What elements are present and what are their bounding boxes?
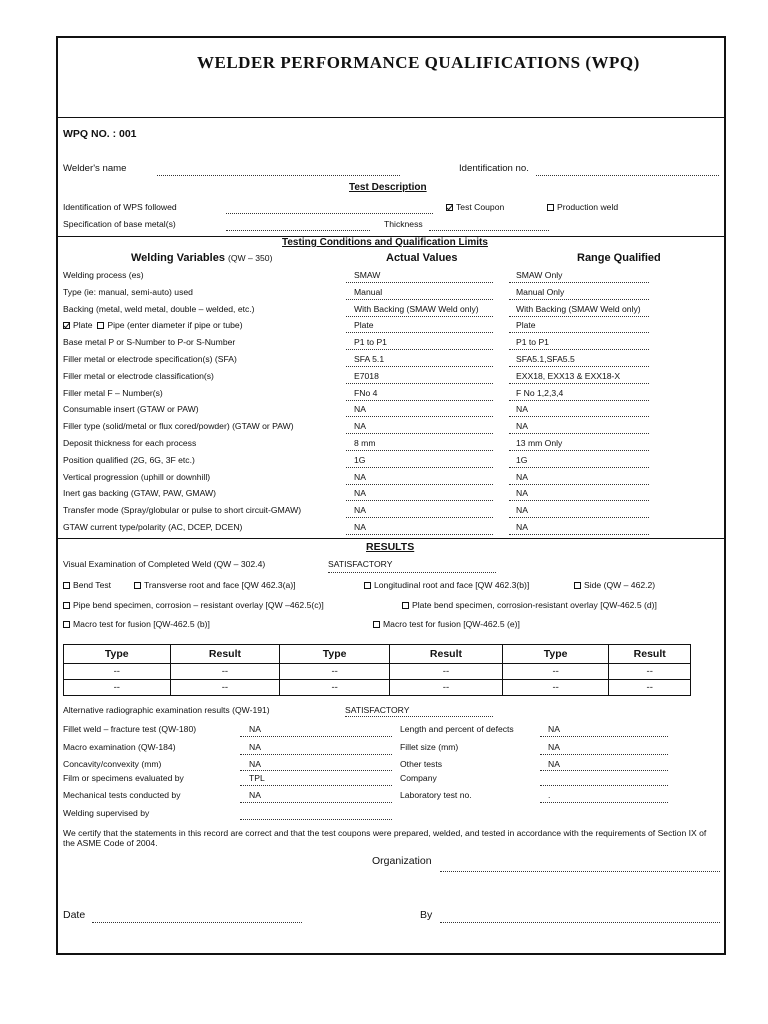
actual-line <box>346 467 493 468</box>
th-result: Result <box>170 645 280 664</box>
condition-label: Vertical progression (uphill or downhill) <box>63 472 211 482</box>
range-line <box>509 534 649 535</box>
production-weld-option[interactable]: Production weld <box>547 202 618 212</box>
table-cell: -- <box>390 664 503 680</box>
range-line <box>509 316 649 317</box>
actual-line <box>346 534 493 535</box>
pipe-bend-option[interactable]: Pipe bend specimen, corrosion – resistant overlay [QW –462.5(c)] <box>63 600 324 610</box>
col-variables: Welding Variables (QW – 350) <box>131 252 273 264</box>
actual-line <box>346 433 493 434</box>
film-value: TPL <box>249 773 265 783</box>
wps-label: Identification of WPS followed <box>63 202 177 212</box>
condition-label: Filler type (solid/metal or flux cored/powder) (GTAW or PAW) <box>63 421 294 431</box>
range-line <box>509 349 649 350</box>
table-cell: -- <box>390 680 503 696</box>
range-value: EXX18, EXX13 & EXX18-X <box>516 371 621 381</box>
actual-value: E7018 <box>354 371 379 381</box>
thickness-label: Thickness <box>384 219 423 229</box>
test-coupon-checkbox[interactable] <box>446 204 453 211</box>
wps-field[interactable] <box>226 213 433 214</box>
th-result: Result <box>390 645 503 664</box>
actual-line <box>346 416 493 417</box>
actual-line <box>346 500 493 501</box>
company-line[interactable] <box>540 785 668 786</box>
range-line <box>509 299 649 300</box>
range-line <box>509 433 649 434</box>
macro-e-option[interactable]: Macro test for fusion [QW-462.5 (e)] <box>373 619 520 629</box>
concavity-value: NA <box>249 759 261 769</box>
range-line <box>509 467 649 468</box>
fillet-weld-label: Fillet weld – fracture test (QW-180) <box>63 724 197 734</box>
visual-label: Visual Examination of Completed Weld (QW – 302.4) <box>63 559 266 569</box>
supervised-line[interactable] <box>240 819 392 820</box>
actual-line <box>346 517 493 518</box>
actual-line <box>346 383 493 384</box>
table-cell: -- <box>280 680 390 696</box>
radiographic-line <box>345 716 493 717</box>
actual-line <box>346 349 493 350</box>
actual-value: SFA 5.1 <box>354 354 385 364</box>
certification-text: We certify that the statements in this record are correct and that the test coupons were prepared, welded, and tested in accordance with the requirements of Section IX of the ASME Code of 2004. <box>63 828 707 848</box>
date-field[interactable] <box>92 922 302 923</box>
identification-label: Identification no. <box>459 163 529 174</box>
bend-test-option[interactable]: Bend Test <box>63 580 111 590</box>
condition-label: Filler metal F – Number(s) <box>63 388 163 398</box>
table-row <box>64 664 691 680</box>
actual-value: With Backing (SMAW Weld only) <box>354 304 479 314</box>
range-value: NA <box>516 404 528 414</box>
macro-exam-line <box>240 754 392 755</box>
range-value: NA <box>516 472 528 482</box>
plate-bend-option[interactable]: Plate bend specimen, corrosion-resistant overlay [QW-462.5 (d)] <box>402 600 657 610</box>
col-actual: Actual Values <box>386 252 458 264</box>
range-value: Plate <box>516 320 536 330</box>
range-line <box>509 400 649 401</box>
condition-label: Inert gas backing (GTAW, PAW, GMAW) <box>63 488 216 498</box>
table-cell: -- <box>609 680 691 696</box>
length-label: Length and percent of defects <box>400 724 514 734</box>
date-label: Date <box>63 909 86 921</box>
mech-value: NA <box>249 790 261 800</box>
other-tests-line <box>540 770 668 771</box>
th-type: Type <box>64 645 171 664</box>
col-range: Range Qualified <box>577 252 661 264</box>
range-line <box>509 332 649 333</box>
plate-label: Plate <box>73 320 93 330</box>
longitudinal-option[interactable]: Longitudinal root and face [QW 462.3(b)] <box>364 580 529 590</box>
results-table <box>63 644 691 696</box>
macro-b-option[interactable]: Macro test for fusion [QW-462.5 (b)] <box>63 619 210 629</box>
lab-line <box>540 802 668 803</box>
base-metal-field[interactable] <box>226 230 370 231</box>
actual-line <box>346 400 493 401</box>
actual-value: Plate <box>354 320 374 330</box>
actual-value: Manual <box>354 287 383 297</box>
table-cell: -- <box>64 680 171 696</box>
range-value: F No 1,2,3,4 <box>516 388 564 398</box>
organization-label: Organization <box>372 855 432 867</box>
plate-bend-checkbox[interactable] <box>402 602 409 609</box>
lab-label: Laboratory test no. <box>400 790 472 800</box>
range-value: 1G <box>516 455 528 465</box>
visual-line <box>328 572 496 573</box>
radiographic-label: Alternative radiographic examination results (QW-191) <box>63 705 270 715</box>
fillet-size-value: NA <box>548 742 560 752</box>
bend-test-checkbox[interactable] <box>63 582 70 589</box>
range-value: NA <box>516 421 528 431</box>
range-line <box>509 484 649 485</box>
concavity-line <box>240 770 392 771</box>
mech-line <box>240 802 392 803</box>
pipe-label: Pipe (enter diameter if pipe or tube) <box>107 320 243 330</box>
range-line <box>509 450 649 451</box>
range-value: NA <box>516 522 528 532</box>
range-line <box>509 366 649 367</box>
actual-value: NA <box>354 505 366 515</box>
range-line <box>509 500 649 501</box>
lab-value: . <box>548 790 551 800</box>
range-value: SMAW Only <box>516 270 563 280</box>
condition-label: Consumable insert (GTAW or PAW) <box>63 404 199 414</box>
range-value: With Backing (SMAW Weld only) <box>516 304 641 314</box>
results-heading: RESULTS <box>366 541 415 553</box>
production-weld-checkbox[interactable] <box>547 204 554 211</box>
table-cell: -- <box>280 664 390 680</box>
actual-line <box>346 366 493 367</box>
range-value: 13 mm Only <box>516 438 563 448</box>
table-cell: -- <box>64 664 171 680</box>
length-value: NA <box>548 724 560 734</box>
longitudinal-checkbox[interactable] <box>364 582 371 589</box>
actual-value: NA <box>354 404 366 414</box>
condition-label: Filler metal or electrode classification(s) <box>63 371 214 381</box>
range-value: NA <box>516 505 528 515</box>
other-tests-label: Other tests <box>400 759 443 769</box>
condition-label: Welding process (es) <box>63 270 144 280</box>
transverse-option[interactable]: Transverse root and face [QW 462.3(a)] <box>134 580 296 590</box>
condition-label: Deposit thickness for each process <box>63 438 197 448</box>
table-cell: -- <box>502 680 609 696</box>
results-table-header <box>64 645 691 664</box>
actual-value: NA <box>354 472 366 482</box>
actual-value: SMAW <box>354 270 381 280</box>
condition-label: Base metal P or S-Number to P-or S-Number <box>63 337 236 347</box>
condition-label: Filler metal or electrode specification(s) (SFA) <box>63 354 237 364</box>
identification-field[interactable] <box>536 175 719 176</box>
range-line <box>509 416 649 417</box>
test-coupon-option[interactable]: Test Coupon <box>446 202 504 212</box>
concavity-label: Concavity/convexity (mm) <box>63 759 162 769</box>
thickness-field[interactable] <box>429 230 549 231</box>
side-option[interactable]: Side (QW – 462.2) <box>574 580 655 590</box>
organization-field[interactable] <box>440 871 720 872</box>
divider <box>56 117 726 118</box>
welder-name-field[interactable] <box>157 175 400 176</box>
table-cell: -- <box>170 680 280 696</box>
base-metal-label: Specification of base metal(s) <box>63 219 176 229</box>
transverse-checkbox[interactable] <box>134 582 141 589</box>
wpq-number: WPQ NO. : 001 <box>63 128 137 140</box>
plate-checkbox[interactable] <box>63 322 70 329</box>
company-label: Company <box>400 773 437 783</box>
th-type: Type <box>280 645 390 664</box>
th-result: Result <box>609 645 691 664</box>
actual-value: P1 to P1 <box>354 337 387 347</box>
pipe-bend-checkbox[interactable] <box>63 602 70 609</box>
by-label: By <box>420 909 433 921</box>
macro-exam-label: Macro examination (QW-184) <box>63 742 176 752</box>
actual-line <box>346 332 493 333</box>
table-cell: -- <box>170 664 280 680</box>
actual-value: NA <box>354 522 366 532</box>
actual-value: NA <box>354 488 366 498</box>
supervised-label: Welding supervised by <box>63 808 150 818</box>
test-description-heading: Test Description <box>349 182 427 193</box>
actual-line <box>346 316 493 317</box>
macro-exam-value: NA <box>249 742 261 752</box>
range-line <box>509 517 649 518</box>
form-title: WELDER PERFORMANCE QUALIFICATIONS (WPQ) <box>197 53 640 72</box>
mech-label: Mechanical tests conducted by <box>63 790 181 800</box>
range-line <box>509 282 649 283</box>
other-tests-value: NA <box>548 759 560 769</box>
th-type: Type <box>502 645 609 664</box>
radiographic-value: SATISFACTORY <box>345 705 410 715</box>
condition-label: Transfer mode (Spray/globular or pulse to short circuit-GMAW) <box>63 505 302 515</box>
table-cell: -- <box>609 664 691 680</box>
actual-line <box>346 282 493 283</box>
actual-line <box>346 484 493 485</box>
actual-line <box>346 450 493 451</box>
table-cell: -- <box>502 664 609 680</box>
condition-label: Position qualified (2G, 6G, 3F etc.) <box>63 455 195 465</box>
film-line <box>240 785 392 786</box>
range-line <box>509 383 649 384</box>
condition-label: Backing (metal, weld metal, double – welded, etc.) <box>63 304 255 314</box>
macro-e-checkbox[interactable] <box>373 621 380 628</box>
side-checkbox[interactable] <box>574 582 581 589</box>
range-value: P1 to P1 <box>516 337 549 347</box>
welder-name-label: Welder's name <box>63 163 127 174</box>
fillet-size-line <box>540 754 668 755</box>
visual-value: SATISFACTORY <box>328 559 393 569</box>
macro-b-checkbox[interactable] <box>63 621 70 628</box>
table-row <box>64 680 691 696</box>
actual-line <box>346 299 493 300</box>
actual-value: 8 mm <box>354 438 376 448</box>
range-value: SFA5.1,SFA5.5 <box>516 354 575 364</box>
divider <box>56 538 726 539</box>
conditions-heading: Testing Conditions and Qualification Limits <box>282 237 488 248</box>
fillet-weld-value: NA <box>249 724 261 734</box>
film-label: Film or specimens evaluated by <box>63 773 184 783</box>
condition-label: Type (ie: manual, semi-auto) used <box>63 287 193 297</box>
condition-label <box>63 320 243 330</box>
condition-label: GTAW current type/polarity (AC, DCEP, DCEN) <box>63 522 243 532</box>
length-line <box>540 736 668 737</box>
by-field[interactable] <box>440 922 720 923</box>
range-value: Manual Only <box>516 287 565 297</box>
pipe-checkbox[interactable] <box>97 322 104 329</box>
fillet-weld-line <box>240 736 392 737</box>
range-value: NA <box>516 488 528 498</box>
fillet-size-label: Fillet size (mm) <box>400 742 459 752</box>
actual-value: 1G <box>354 455 366 465</box>
actual-value: FNo 4 <box>354 388 378 398</box>
actual-value: NA <box>354 421 366 431</box>
